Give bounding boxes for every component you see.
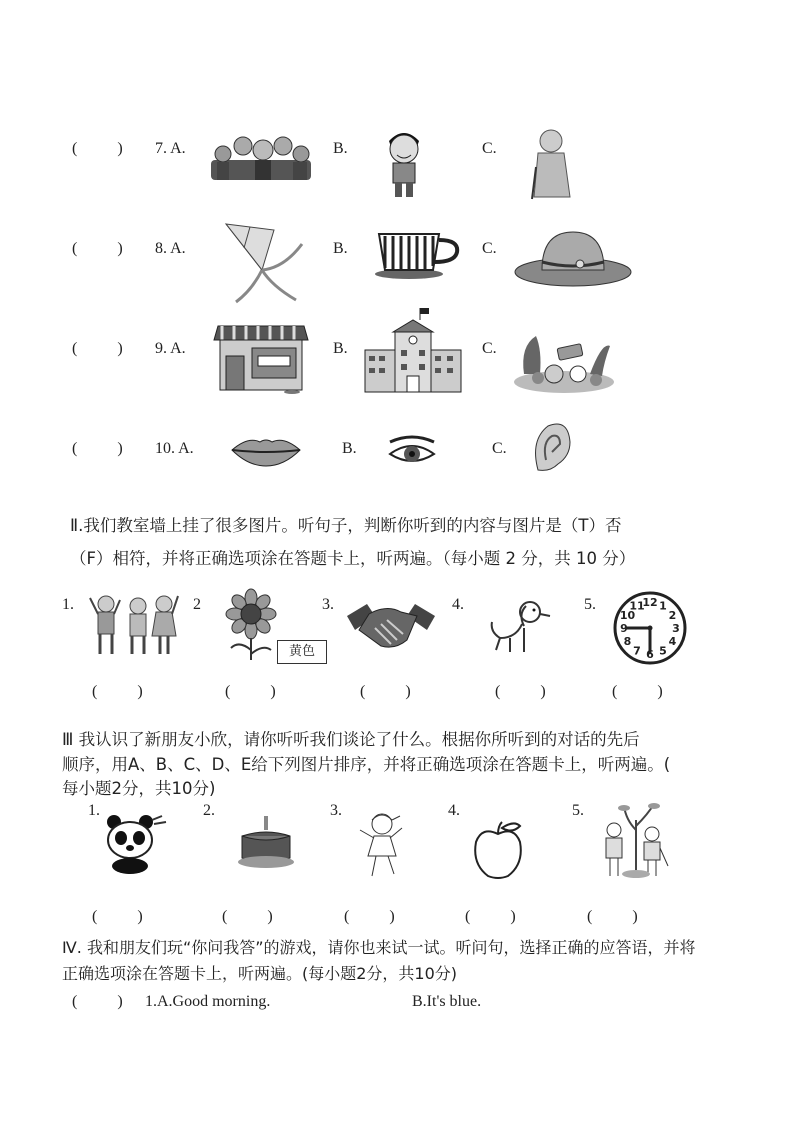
section-2-line-2: （F）相符，并将正确选项涂在答题卡上，听两遍。（每小题 2 分，共 10 分） bbox=[70, 549, 636, 568]
dog-icon[interactable] bbox=[488, 598, 554, 656]
question-label: 7. A. bbox=[155, 140, 186, 157]
option-b-label: B. bbox=[342, 440, 357, 457]
section-3-line-3: 每小题2分，共10分) bbox=[62, 779, 216, 798]
section-4-line-2: 正确选项涂在答题卡上，听两遍。(每小题2分，共10分) bbox=[62, 964, 458, 983]
grandma-icon[interactable] bbox=[528, 127, 574, 201]
item-number: 2. bbox=[203, 802, 215, 819]
question-label: 9. A. bbox=[155, 340, 186, 357]
answer-paren[interactable]: ( ) bbox=[360, 683, 411, 700]
question-label: 8. A. bbox=[155, 240, 186, 257]
kite-icon[interactable] bbox=[222, 220, 304, 304]
clock-numeral: 12 bbox=[642, 596, 658, 609]
item-number: 2 bbox=[193, 596, 201, 613]
answer-paren[interactable]: ( ) bbox=[612, 683, 663, 700]
color-label-box: 黄色 bbox=[277, 640, 327, 664]
answer-paren[interactable]: ( ) bbox=[72, 993, 123, 1010]
option-b-text: B.It's blue. bbox=[412, 993, 482, 1010]
clock-icon[interactable] bbox=[612, 590, 688, 666]
lips-icon[interactable] bbox=[230, 434, 302, 468]
answer-paren[interactable]: ( ) bbox=[465, 908, 516, 925]
answer-paren[interactable]: ( ) bbox=[72, 240, 123, 257]
zoo-icon[interactable] bbox=[512, 326, 616, 394]
item-number: 1. bbox=[88, 802, 100, 819]
option-c-label: C. bbox=[482, 240, 497, 257]
answer-paren[interactable]: ( ) bbox=[72, 440, 123, 457]
option-c-label: C. bbox=[482, 340, 497, 357]
clock-numeral: 8 bbox=[623, 635, 632, 648]
kids-planting-tree-icon[interactable] bbox=[596, 800, 672, 880]
item-number: 4. bbox=[448, 802, 460, 819]
dancing-girl-icon[interactable] bbox=[356, 810, 408, 880]
answer-paren[interactable]: ( ) bbox=[344, 908, 395, 925]
clock-numeral: 10 bbox=[619, 609, 636, 622]
option-b-label: B. bbox=[333, 340, 348, 357]
clock-numeral: 5 bbox=[659, 644, 667, 658]
children-waving-icon[interactable] bbox=[88, 590, 180, 658]
school-building-icon[interactable] bbox=[363, 306, 463, 394]
family-group-icon[interactable] bbox=[203, 130, 318, 188]
section-4-line-1: Ⅳ. 我和朋友们玩“你问我答”的游戏，请你也来试一试。听问句，选择正确的应答语，并将 bbox=[62, 938, 696, 957]
item-number: 1. bbox=[62, 596, 74, 613]
option-c-label: C. bbox=[482, 140, 497, 157]
clock-numeral: 3 bbox=[672, 622, 680, 635]
item-number: 3. bbox=[330, 802, 342, 819]
clock-numeral: 6 bbox=[646, 648, 654, 661]
option-b-label: B. bbox=[333, 240, 348, 257]
teacup-icon[interactable] bbox=[373, 228, 461, 280]
hat-icon[interactable] bbox=[512, 228, 634, 290]
answer-paren[interactable]: ( ) bbox=[92, 683, 143, 700]
item-number: 3. bbox=[322, 596, 334, 613]
option-b-label: B. bbox=[333, 140, 348, 157]
answer-paren[interactable]: ( ) bbox=[92, 908, 143, 925]
item-number: 4. bbox=[452, 596, 464, 613]
question-label: 10. A. bbox=[155, 440, 194, 457]
clock-numeral: 11 bbox=[629, 599, 645, 613]
option-a-text: 1.A.Good morning. bbox=[145, 993, 271, 1010]
boy-icon[interactable] bbox=[383, 127, 425, 199]
ear-icon[interactable] bbox=[528, 420, 574, 478]
section-3-line-1: Ⅲ 我认识了新朋友小欣，请你听听我们谈论了什么。根据你所听到的对话的先后 bbox=[62, 730, 640, 749]
answer-paren[interactable]: ( ) bbox=[587, 908, 638, 925]
answer-paren[interactable]: ( ) bbox=[225, 683, 276, 700]
answer-paren[interactable]: ( ) bbox=[222, 908, 273, 925]
clock-numeral: 4 bbox=[668, 635, 677, 648]
handshake-icon[interactable] bbox=[345, 600, 437, 656]
answer-paren[interactable]: ( ) bbox=[72, 140, 123, 157]
panda-icon[interactable] bbox=[90, 814, 170, 874]
sunflower-icon[interactable] bbox=[223, 590, 279, 660]
eye-icon[interactable] bbox=[386, 432, 438, 470]
item-number: 5. bbox=[584, 596, 596, 613]
item-number: 5. bbox=[572, 802, 584, 819]
answer-paren[interactable]: ( ) bbox=[495, 683, 546, 700]
option-c-label: C. bbox=[492, 440, 507, 457]
clock-numeral: 7 bbox=[633, 644, 641, 658]
section-3-line-2: 顺序，用A、B、C、D、E给下列图片排序，并将正确选项涂在答题卡上，听两遍。( bbox=[62, 755, 671, 774]
clock-numeral: 9 bbox=[620, 622, 628, 635]
apple-icon[interactable] bbox=[472, 820, 524, 880]
clock-numeral: 2 bbox=[668, 609, 677, 622]
answer-paren[interactable]: ( ) bbox=[72, 340, 123, 357]
birthday-cake-icon[interactable] bbox=[236, 814, 296, 870]
section-2-line-1: Ⅱ.我们教室墙上挂了很多图片。听句子，判断你听到的内容与图片是（T）否 bbox=[70, 516, 622, 535]
toy-shop-icon[interactable] bbox=[212, 322, 310, 394]
clock-numeral: 1 bbox=[659, 599, 667, 613]
